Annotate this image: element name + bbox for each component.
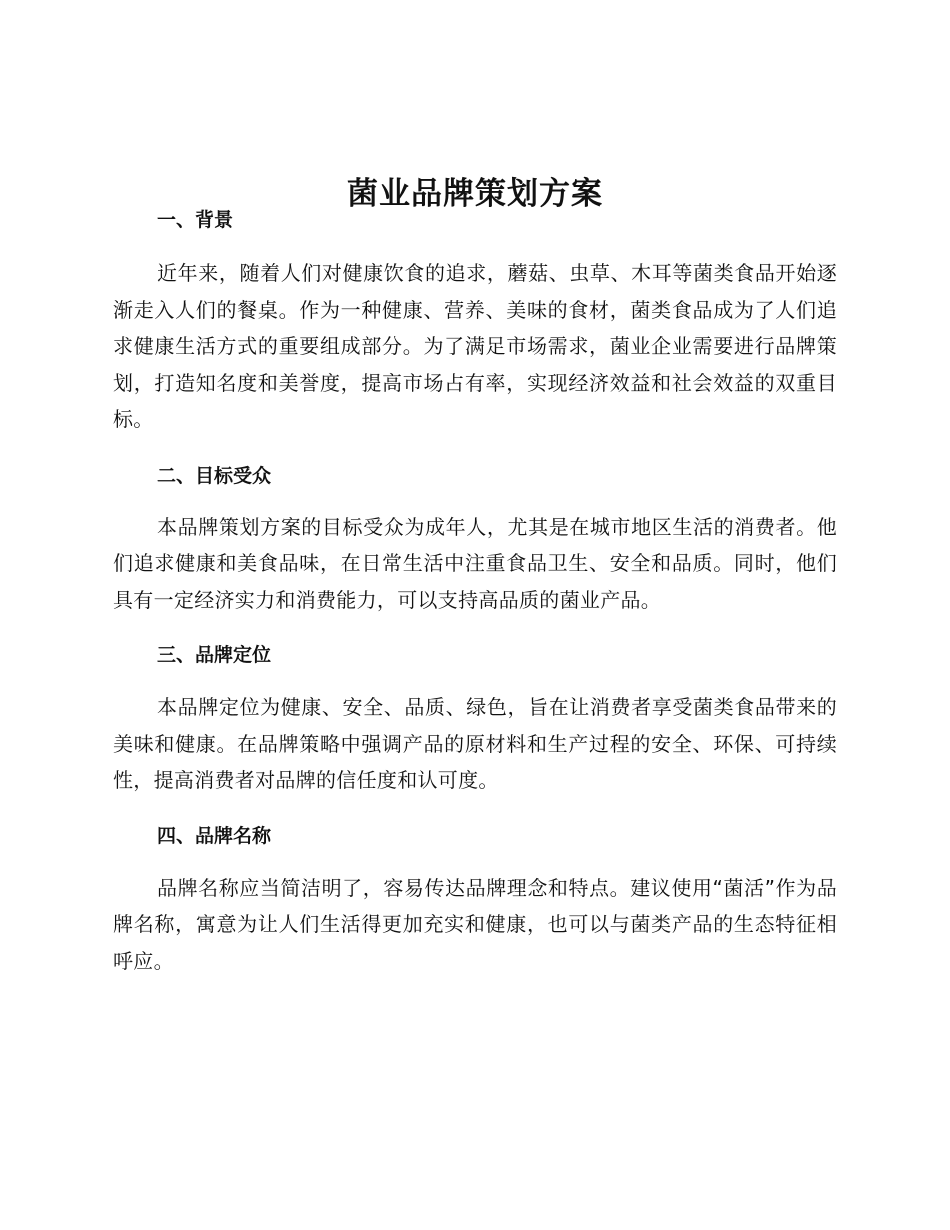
section-heading-background: 一、背景	[157, 209, 234, 231]
section-background	[113, 200, 837, 438]
section-brand-name	[113, 816, 837, 980]
section-paragraph-brand-name: 品牌名称应当简洁明了，容易传达品牌理念和特点。建议使用“菌活”作为品牌名称，寓意为让人们生活得更加充实和健康，也可以与菌类产品的生态特征相呼应。	[113, 875, 837, 973]
section-target-audience	[113, 456, 837, 619]
section-brand-positioning	[113, 635, 837, 799]
section-heading-target-audience: 二、目标受众	[157, 464, 272, 487]
document-title: 菌业品牌策划方案	[347, 175, 603, 212]
section-paragraph-background: 近年来，随着人们对健康饮食的追求，蘑菇、虫草、木耳等菌类食品开始逐渐走入人们的餐桌。作为一种健康、营养、美味的食材，菌类食品成为了人们追求健康生活方式的重要组成部分。为了满足市场需求，菌业企业需要进行品牌策划，打造知名度和美誉度，提高市场占有率，实现经济效益和社会效益的双重目标。	[113, 261, 837, 431]
section-heading-brand-positioning: 三、品牌定位	[157, 644, 272, 666]
document-body	[113, 200, 837, 979]
section-paragraph-target-audience: 本品牌策划方案的目标受众为成年人，尤其是在城市地区生活的消费者。他们追求健康和美食品味，在日常生活中注重食品卫生、安全和品质。同时，他们具有一定经济实力和消费能力，可以支持高品质的菌业产品。	[113, 514, 837, 612]
section-heading-brand-name: 四、品牌名称	[157, 824, 272, 847]
section-paragraph-brand-positioning: 本品牌定位为健康、安全、品质、绿色，旨在让消费者享受菌类食品带来的美味和健康。在品牌策略中强调产品的原材料和生产过程的安全、环保、可持续性，提高消费者对品牌的信任度和认可度。	[113, 695, 837, 792]
